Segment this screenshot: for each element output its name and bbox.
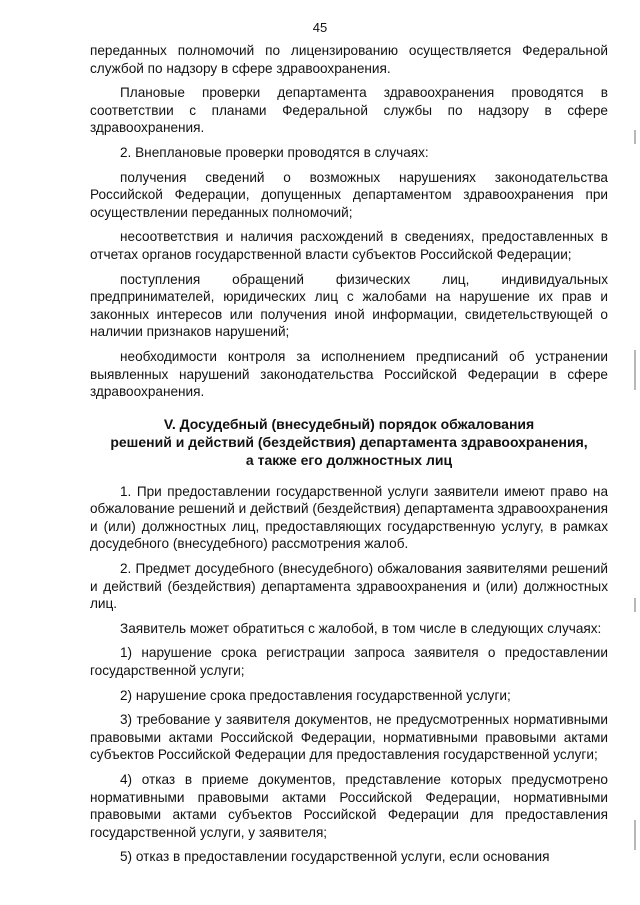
list-item: 5) отказ в предоставлении государственной услуги, если основания (120, 849, 550, 865)
section-heading-line: решений и действий (бездействия) департамента здравоохранения, (110, 433, 588, 450)
paragraph: 2. Внеплановые проверки проводятся в случаях: (120, 144, 429, 160)
page-number: 45 (312, 20, 328, 35)
list-item: 1) нарушение срока регистрации запроса заявителя о предоставлении государственной услуги; (90, 645, 608, 679)
list-item: 2) нарушение срока предоставления государственной услуги; (120, 687, 511, 703)
section-heading (90, 415, 608, 469)
section-heading-line: а также его должностных лиц (245, 451, 453, 468)
paragraph: Заявитель может обратиться с жалобой, в том числе в следующих случаях: (120, 620, 602, 636)
list-item: 4) отказ в приеме документов, представление которых предусмотрено нормативными правовыми актами Российской Федерации, нормативными правовыми актами субъектов Российской Федерации для предоставления государственной услуги, у заявителя; (90, 772, 608, 840)
list-item: получения сведений о возможных нарушениях законодательства Российской Федерации, допущенных департаментом здравоохранения при осуществлении переданных полномочий; (90, 169, 608, 220)
scan-artifact (634, 598, 636, 612)
list-item: 3) требование у заявителя документов, не предусмотренных нормативными правовыми актами Российской Федерации, нормативными правовыми актами субъектов Российской Федерации для предоставления государственной услуги; (90, 712, 608, 763)
list-item: поступления обращений физических лиц, индивидуальных предпринимателей, юридических лиц с жалобами на нарушение их прав и законных интересов или получения иной информации, свидетельствующей о наличии признаков нарушений; (90, 271, 608, 340)
scan-artifact (634, 820, 636, 850)
paragraph: 1. При предоставлении государственной услуги заявители имеют право на обжалование решений и действий (бездействия) департамента здравоохранения и (или) должностных лиц, предоставляющих государственную услугу, в рамках досудебного (внесудебного) рассмотрения жалоб. (90, 483, 608, 552)
list-item: несоответствия и наличия расхождений в сведениях, предоставленных в отчетах органов государственной власти субъектов Российской Федерации; (90, 229, 608, 262)
scan-artifact (634, 350, 636, 390)
list-item: необходимости контроля за исполнением предписаний об устранении выявленных нарушений законодательства Российской Федерации в сфере здравоохранения. (90, 348, 608, 400)
paragraph: переданных полномочий по лицензированию осуществляется Федеральной службой по надзору в сфере здравоохранения. (90, 43, 608, 76)
section-heading-line: V. Досудебный (внесудебный) порядок обжалования (163, 415, 535, 432)
page-body (90, 42, 608, 873)
scan-artifact (634, 130, 636, 144)
paragraph: Плановые проверки департамента здравоохранения проводятся в соответствии с планами Федеральной службы по надзору в сфере здравоохранения. (90, 85, 608, 136)
paragraph: 2. Предмет досудебного (внесудебного) обжалования заявителями решений и действий (бездействия) департамента здравоохранения и (или) должностных лиц. (90, 561, 608, 612)
